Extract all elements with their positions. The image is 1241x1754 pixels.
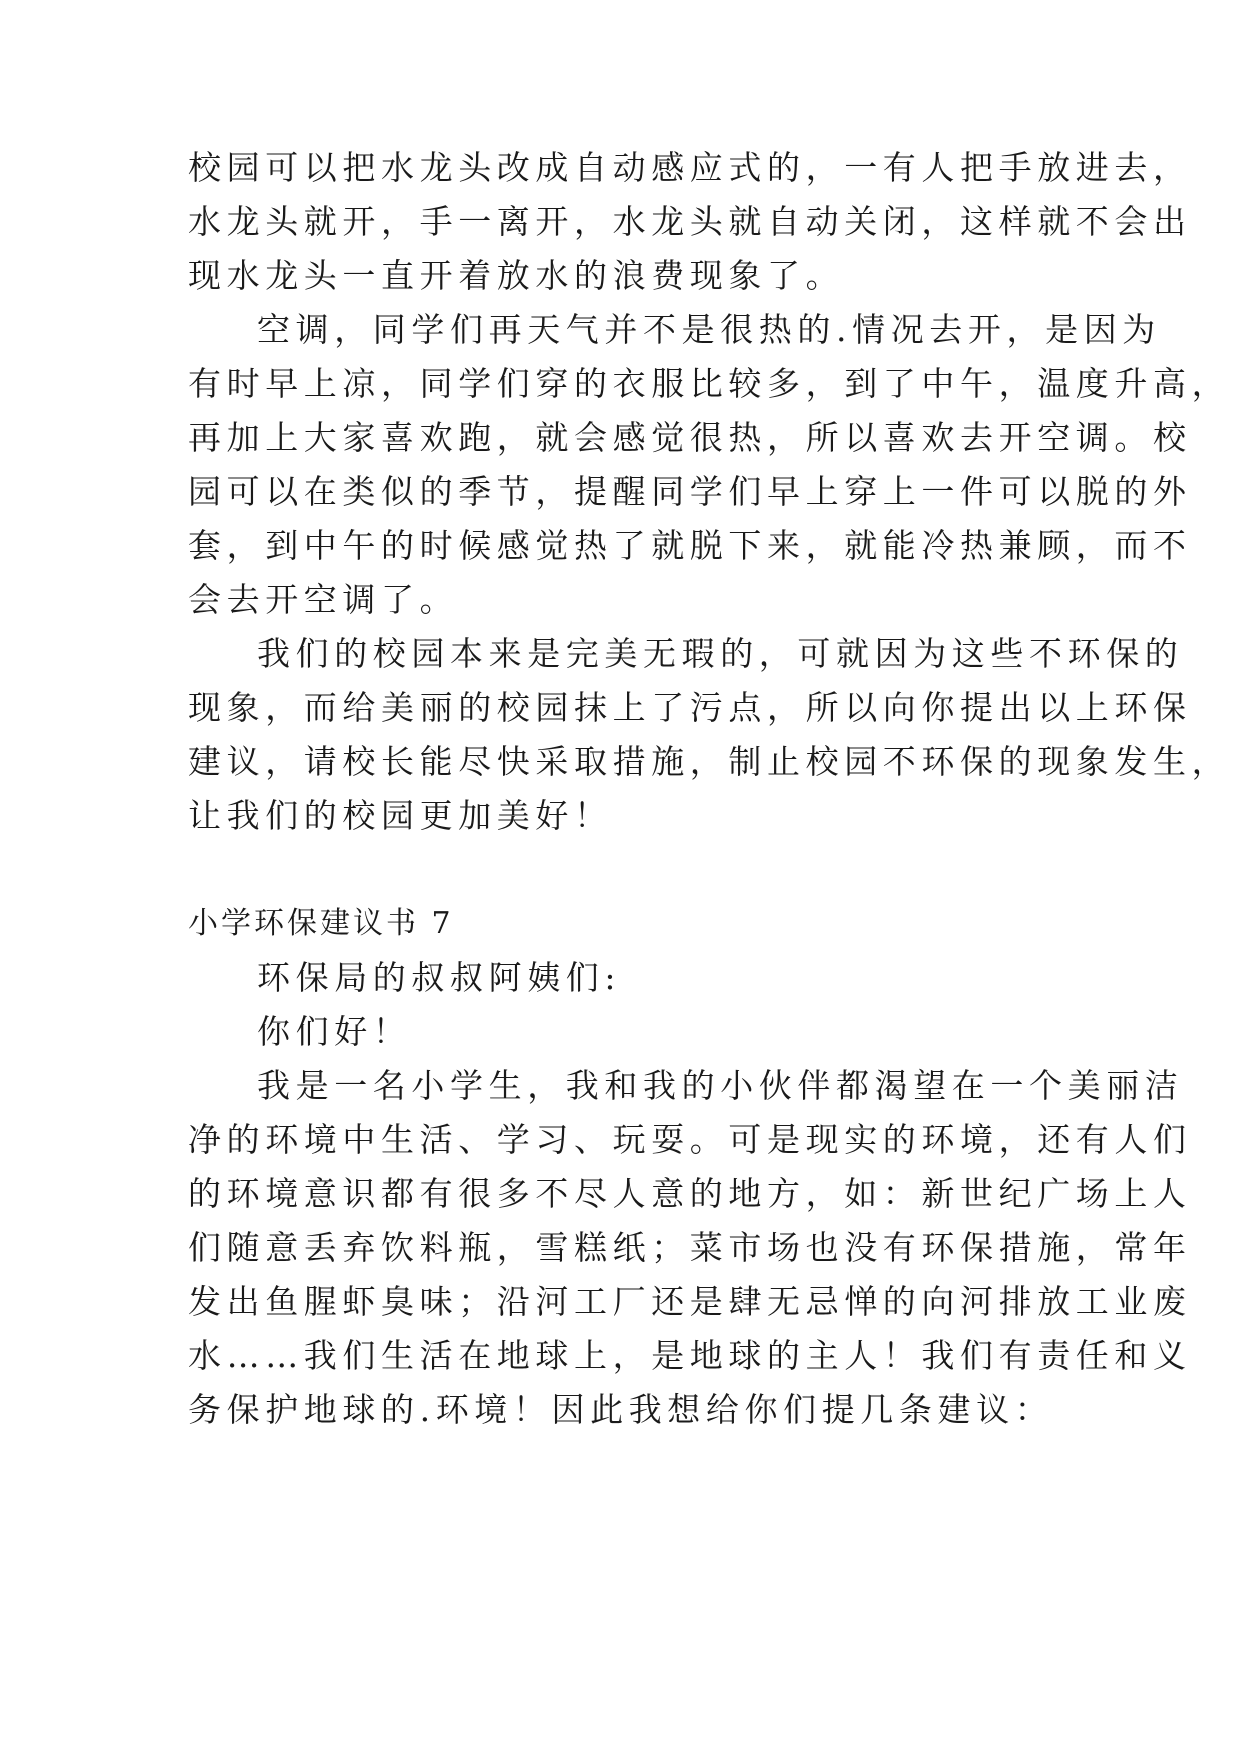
paragraph-line: 有时早上凉，同学们穿的衣服比较多，到了中午，温度升高， xyxy=(188,364,1231,403)
paragraph-line: 们随意丢弃饮料瓶，雪糕纸；菜市场也没有环保措施，常年 xyxy=(188,1228,1192,1267)
paragraph-line: 水龙头就开，手一离开，水龙头就自动关闭，这样就不会出 xyxy=(188,202,1192,241)
greeting: 你们好！ xyxy=(257,1012,412,1051)
paragraph-line: 园可以在类似的季节，提醒同学们早上穿上一件可以脱的外 xyxy=(188,472,1192,511)
paragraph-line: 现象，而给美丽的校园抹上了污点，所以向你提出以上环保 xyxy=(188,688,1192,727)
paragraph-line: 我是一名小学生，我和我的小伙伴都渴望在一个美丽洁 xyxy=(257,1066,1184,1105)
paragraph-line: 再加上大家喜欢跑，就会感觉很热，所以喜欢去开空调。校 xyxy=(188,418,1192,457)
paragraph-line: 的环境意识都有很多不尽人意的地方，如：新世纪广场上人 xyxy=(188,1174,1192,1213)
paragraph-line: 务保护地球的.环境！因此我想给你们提几条建议： xyxy=(188,1390,1054,1429)
paragraph-line: 让我们的校园更加美好！ xyxy=(188,796,613,835)
paragraph-line: 水……我们生活在地球上，是地球的主人！我们有责任和义 xyxy=(188,1336,1192,1375)
paragraph-line: 我们的校园本来是完美无瑕的，可就因为这些不环保的 xyxy=(257,634,1184,673)
salutation: 环保局的叔叔阿姨们: xyxy=(257,958,622,997)
paragraph-line: 套，到中午的时候感觉热了就脱下来，就能冷热兼顾，而不 xyxy=(188,526,1192,565)
section-title: 小学环保建议书 7 xyxy=(188,906,454,941)
paragraph-line: 净的环境中生活、学习、玩耍。可是现实的环境，还有人们 xyxy=(188,1120,1192,1159)
paragraph-line: 校园可以把水龙头改成自动感应式的，一有人把手放进去， xyxy=(188,148,1192,187)
paragraph-line: 会去开空调了。 xyxy=(188,580,459,619)
paragraph-line: 现水龙头一直开着放水的浪费现象了。 xyxy=(188,256,845,295)
paragraph-line: 发出鱼腥虾臭味；沿河工厂还是肆无忌惮的向河排放工业废 xyxy=(188,1282,1192,1321)
paragraph-line: 建议，请校长能尽快采取措施，制止校园不环保的现象发生， xyxy=(188,742,1231,781)
paragraph-line: 空调，同学们再天气并不是很热的.情况去开，是因为 xyxy=(257,310,1161,349)
